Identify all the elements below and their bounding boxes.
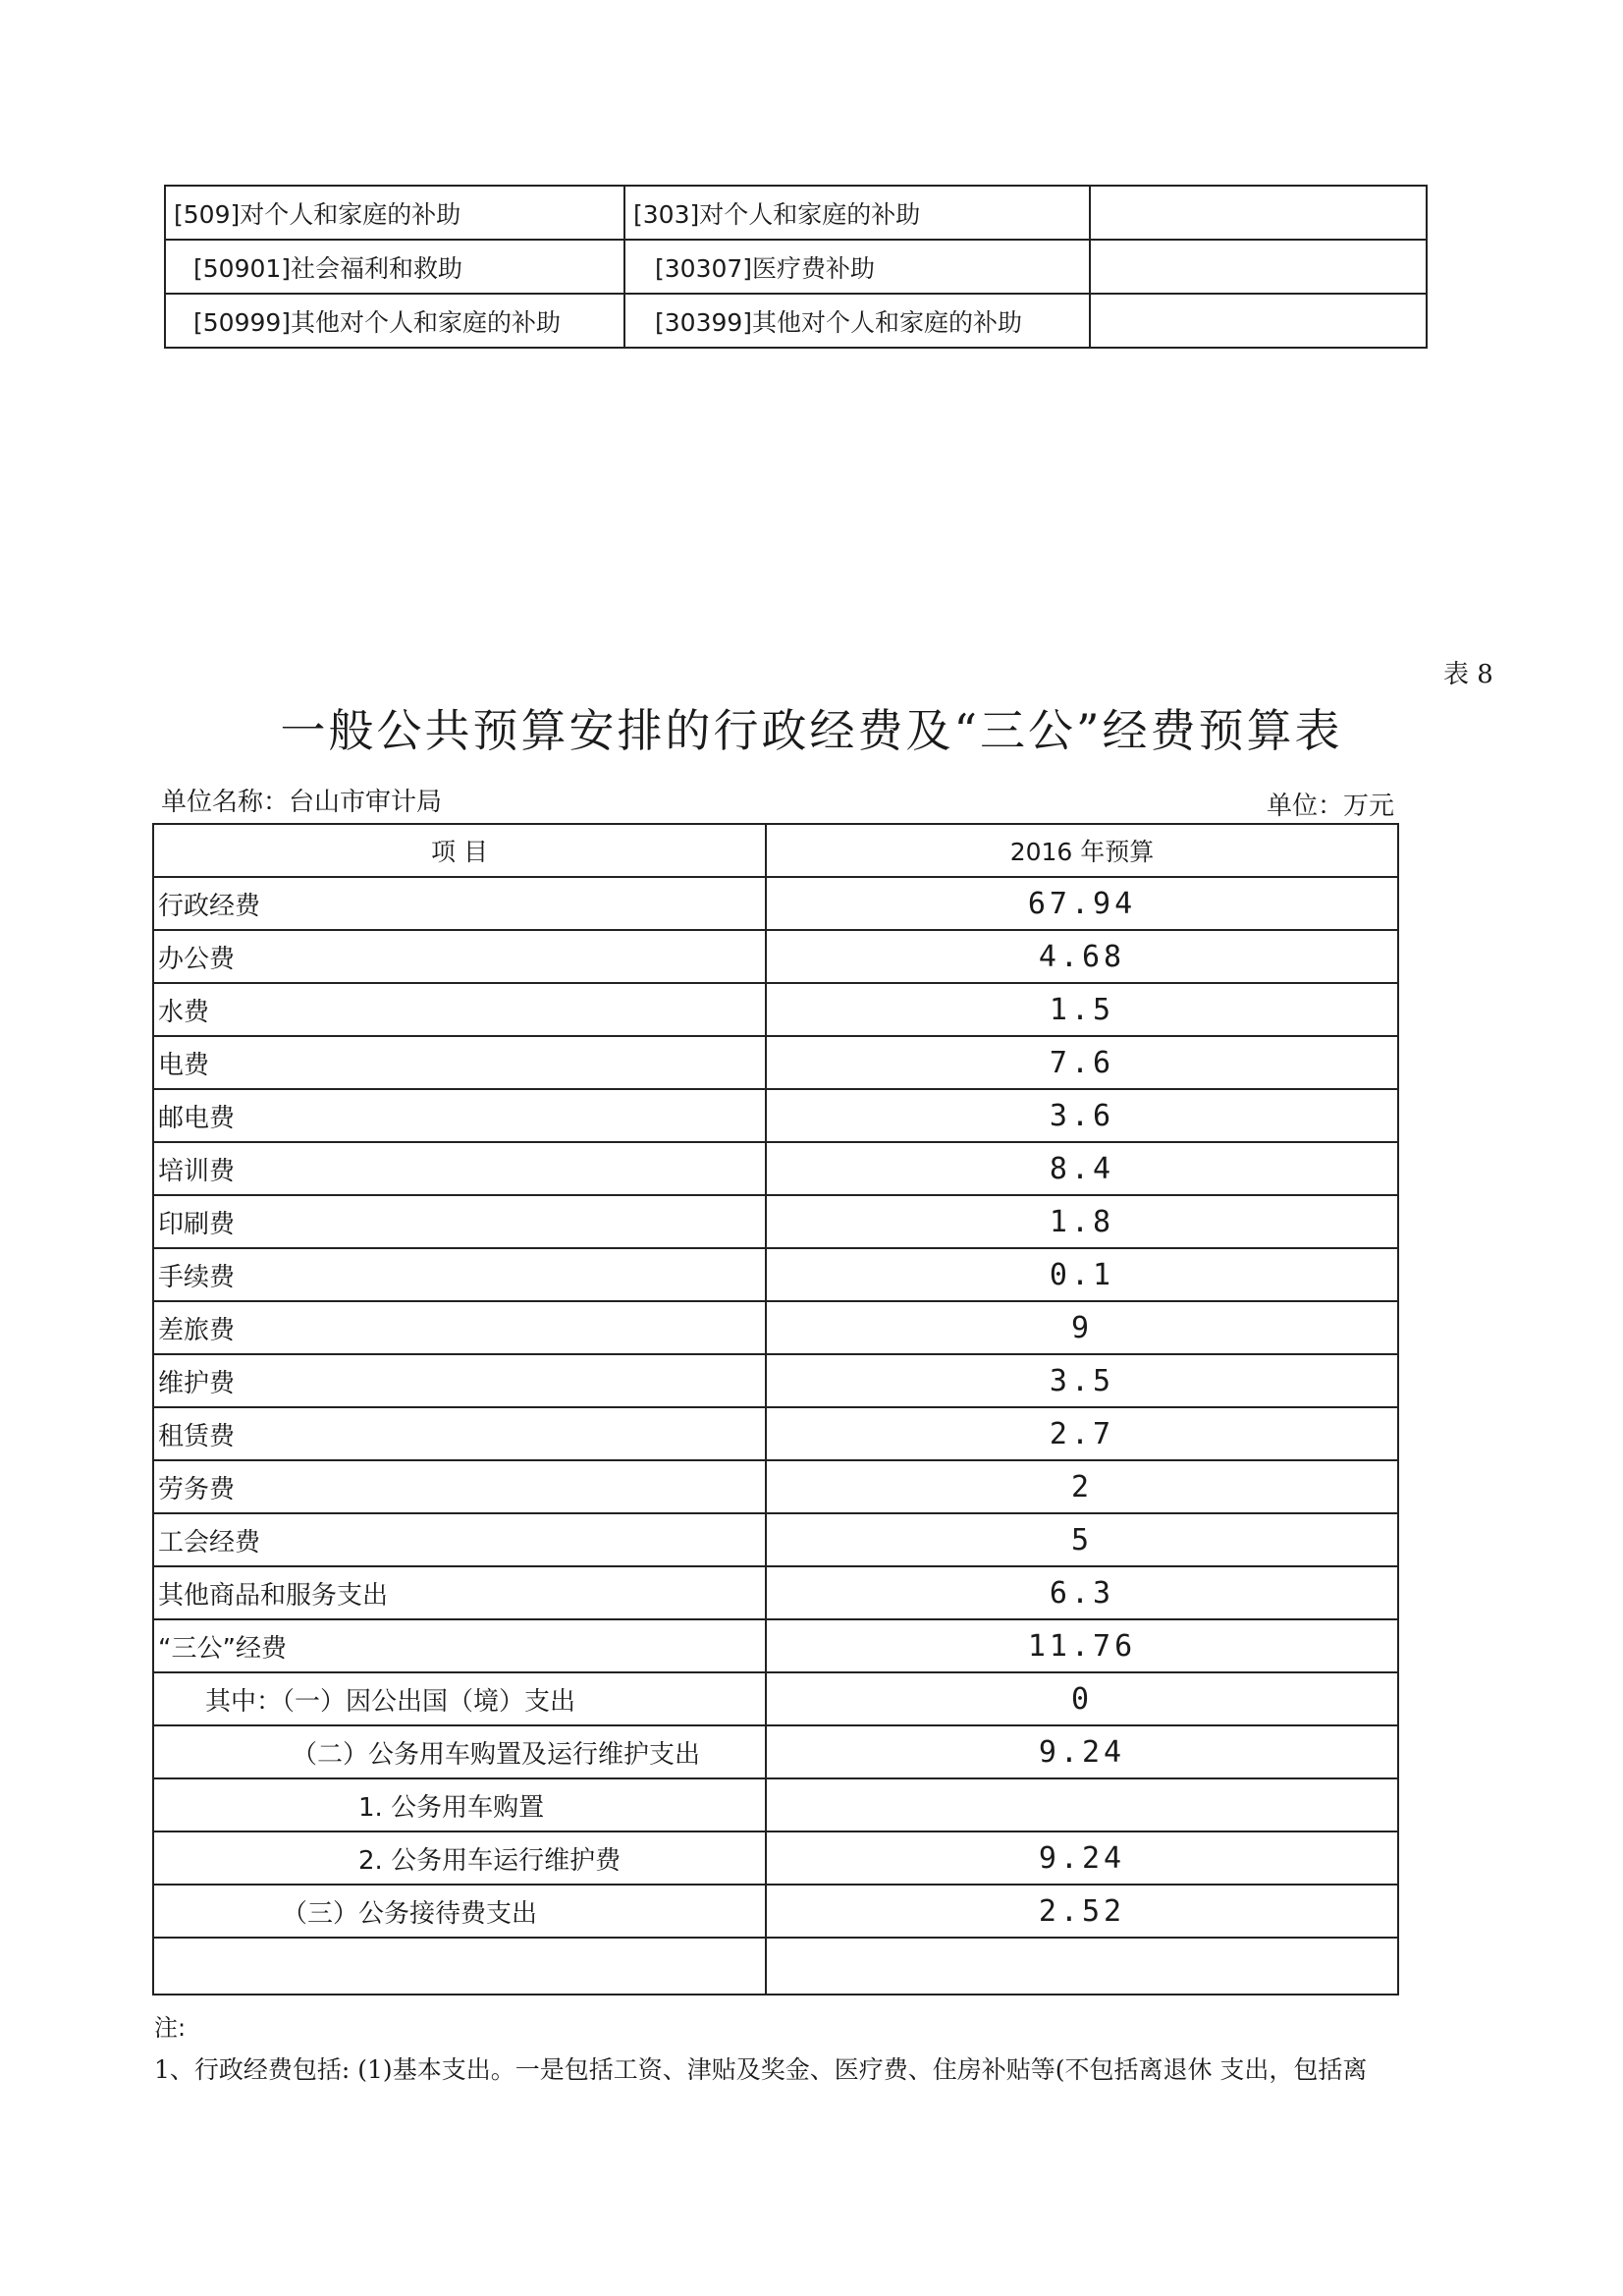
item-cell: （三）公务接待费支出 [153, 1885, 766, 1938]
value-cell: 11.76 [766, 1619, 1398, 1672]
econ-class-cell: [50999]其他对个人和家庭的补助 [165, 294, 624, 348]
dept-econ-class-cell: [30399]其他对个人和家庭的补助 [624, 294, 1090, 348]
econ-class-cell: [50901]社会福利和救助 [165, 240, 624, 294]
item-cell: 办公费 [153, 930, 766, 983]
value-cell: 1.5 [766, 983, 1398, 1036]
budget-table [152, 823, 1399, 1995]
table-row [165, 294, 1427, 348]
item-cell: 邮电费 [153, 1089, 766, 1142]
page-title: 一般公共预算安排的行政经费及“三公”经费预算表 [280, 704, 1343, 757]
value-cell: 2.52 [766, 1885, 1398, 1938]
unit-label: 单位：万元 [1267, 792, 1395, 821]
value-cell [766, 1778, 1398, 1831]
item-cell: 工会经费 [153, 1513, 766, 1566]
table-row [153, 1354, 1398, 1407]
table-row [153, 1566, 1398, 1619]
item-cell: 租赁费 [153, 1407, 766, 1460]
value-cell: 9.24 [766, 1725, 1398, 1778]
table-row [153, 1142, 1398, 1195]
table-row [153, 1513, 1398, 1566]
table-row [153, 983, 1398, 1036]
item-cell [153, 1938, 766, 1995]
table-row [153, 1778, 1398, 1831]
unit-name-label: 单位名称：台山市审计局 [161, 788, 443, 817]
item-cell: 行政经费 [153, 877, 766, 930]
notes-label: 注: [154, 2014, 187, 2042]
value-cell: 0.1 [766, 1248, 1398, 1301]
table-row [153, 877, 1398, 930]
value-cell: 4.68 [766, 930, 1398, 983]
table-row [165, 186, 1427, 240]
table-row [153, 1672, 1398, 1725]
table-row [153, 1248, 1398, 1301]
value-cell: 8.4 [766, 1142, 1398, 1195]
value-cell: 9 [766, 1301, 1398, 1354]
item-cell: 培训费 [153, 1142, 766, 1195]
amount-cell [1090, 186, 1427, 240]
econ-class-cell: [509]对个人和家庭的补助 [165, 186, 624, 240]
table-row [153, 930, 1398, 983]
value-cell: 5 [766, 1513, 1398, 1566]
item-cell: 其他商品和服务支出 [153, 1566, 766, 1619]
item-cell: 其中：（一）因公出国（境）支出 [153, 1672, 766, 1725]
value-cell: 0 [766, 1672, 1398, 1725]
value-cell: 67.94 [766, 877, 1398, 930]
value-cell: 3.6 [766, 1089, 1398, 1142]
notes-line-1: 1、行政经费包括: (1)基本支出。一是包括工资、津贴及奖金、医疗费、住房补贴等(不包括离退休 支出，包括离 [154, 2055, 1368, 2084]
item-cell: 1. 公务用车购置 [153, 1778, 766, 1831]
value-cell: 6.3 [766, 1566, 1398, 1619]
item-cell: 劳务费 [153, 1460, 766, 1513]
item-cell: “三公”经费 [153, 1619, 766, 1672]
value-cell: 2 [766, 1460, 1398, 1513]
value-cell: 7.6 [766, 1036, 1398, 1089]
value-cell: 9.24 [766, 1831, 1398, 1885]
item-cell: 印刷费 [153, 1195, 766, 1248]
item-cell: 水费 [153, 983, 766, 1036]
item-cell: 2. 公务用车运行维护费 [153, 1831, 766, 1885]
column-header-budget: 2016 年预算 [766, 824, 1398, 877]
table-row [153, 1619, 1398, 1672]
dept-econ-class-cell: [303]对个人和家庭的补助 [624, 186, 1090, 240]
value-cell: 2.7 [766, 1407, 1398, 1460]
table-header-row [153, 824, 1398, 877]
table-row [165, 240, 1427, 294]
table-row [153, 1089, 1398, 1142]
table-row [153, 1460, 1398, 1513]
top-continuation-table [164, 185, 1428, 349]
table-row [153, 1725, 1398, 1778]
table-row [153, 1831, 1398, 1885]
item-cell: 差旅费 [153, 1301, 766, 1354]
table-row [153, 1938, 1398, 1995]
value-cell: 1.8 [766, 1195, 1398, 1248]
table-row [153, 1036, 1398, 1089]
value-cell: 3.5 [766, 1354, 1398, 1407]
amount-cell [1090, 294, 1427, 348]
item-cell: 手续费 [153, 1248, 766, 1301]
item-cell: 电费 [153, 1036, 766, 1089]
amount-cell [1090, 240, 1427, 294]
item-cell: （二）公务用车购置及运行维护支出 [153, 1725, 766, 1778]
table-row [153, 1407, 1398, 1460]
column-header-item: 项 目 [153, 824, 766, 877]
table-row [153, 1301, 1398, 1354]
dept-econ-class-cell: [30307]医疗费补助 [624, 240, 1090, 294]
item-cell: 维护费 [153, 1354, 766, 1407]
table-row [153, 1885, 1398, 1938]
value-cell [766, 1938, 1398, 1995]
table-row [153, 1195, 1398, 1248]
table-number: 表 8 [1443, 660, 1493, 689]
